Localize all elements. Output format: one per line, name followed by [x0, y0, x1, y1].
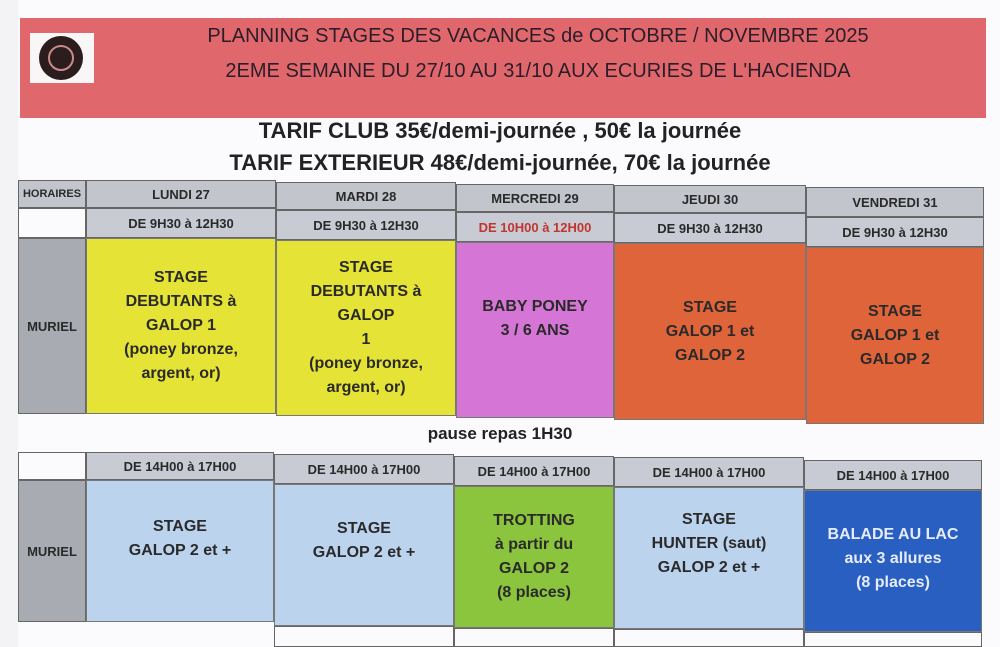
activity-friday-morning: [806, 247, 984, 424]
afternoon-time-friday: DE 14H00 à 17H00: [804, 460, 982, 490]
activity-line: (8 places): [856, 574, 930, 591]
afternoon-time-tuesday: DE 14H00 à 17H00: [274, 454, 454, 484]
activity-line: HUNTER (saut): [651, 535, 767, 552]
activity-wednesday-afternoon: [454, 486, 614, 628]
activity-line: GALOP 1 et: [850, 326, 940, 344]
day-header-monday: LUNDI 27: [86, 180, 276, 208]
afternoon-time-monday: DE 14H00 à 17H00: [86, 452, 274, 480]
activity-line: DEBUTANTS à: [125, 293, 237, 310]
activity-line: STAGE: [153, 518, 207, 535]
day-header-thursday: JEUDI 30: [614, 185, 806, 213]
activity-line: GALOP 2 et +: [657, 559, 761, 576]
tarif-exterieur: TARIF EXTERIEUR 48€/demi-journée, 70€ la journée: [229, 150, 771, 175]
horaires-header: HORAIRES: [18, 180, 86, 208]
banner-subtitle: 2EME SEMAINE DU 27/10 AU 31/10 AUX ECURIES DE L'HACIENDA: [225, 60, 851, 82]
empty-cell: [804, 632, 982, 647]
morning-time-friday: DE 9H30 à 12H30: [806, 217, 984, 247]
morning-time-thursday: DE 9H30 à 12H30: [614, 213, 806, 243]
activity-line: (8 places): [497, 584, 571, 601]
activity-line: 1: [361, 331, 371, 348]
activity-line: argent, or): [141, 365, 221, 382]
activity-tuesday-morning: [276, 240, 456, 416]
activity-line: (poney bronze,: [124, 341, 238, 358]
activity-line: 3 / 6 ANS: [500, 322, 570, 339]
activity-line: STAGE: [868, 302, 922, 320]
empty-time-cell: [18, 452, 86, 480]
club-logo: [30, 33, 94, 83]
morning-time-wednesday: DE 10H00 à 12H00: [456, 212, 614, 242]
empty-cell: [454, 628, 614, 647]
empty-time-cell: [18, 208, 86, 238]
activity-thursday-morning: [614, 243, 806, 420]
empty-cell: [614, 629, 804, 647]
activity-wednesday-morning: [456, 242, 614, 418]
activity-line: STAGE: [682, 511, 736, 528]
tarif-club: TARIF CLUB 35€/demi-journée , 50€ la journée: [258, 118, 742, 143]
day-header-friday: VENDREDI 31: [806, 187, 984, 217]
activity-thursday-afternoon: [614, 487, 804, 629]
banner-title: PLANNING STAGES DES VACANCES de OCTOBRE / NOVEMBRE 2025: [207, 25, 869, 47]
activity-line: STAGE: [337, 520, 391, 537]
afternoon-time-wednesday: DE 14H00 à 17H00: [454, 456, 614, 486]
activity-line: aux 3 allures: [844, 550, 942, 567]
day-header-wednesday: MERCREDI 29: [456, 184, 614, 212]
activity-line: GALOP 2 et +: [312, 544, 416, 561]
activity-line: DEBUTANTS à GALOP: [310, 283, 422, 324]
activity-tuesday-afternoon: [274, 484, 454, 626]
activity-monday-morning: [86, 238, 276, 414]
lunch-break: pause repas 1H30: [427, 424, 573, 443]
activity-line: STAGE: [339, 259, 393, 276]
activity-line: GALOP 2 et +: [128, 542, 232, 559]
empty-cell: [274, 626, 454, 647]
activity-line: GALOP 2: [860, 350, 930, 368]
morning-time-tuesday: DE 9H30 à 12H30: [276, 210, 456, 240]
activity-line: STAGE: [154, 269, 208, 286]
activity-line: BALADE AU LAC: [827, 526, 959, 543]
morning-time-monday: DE 9H30 à 12H30: [86, 208, 276, 238]
horse-head-logo-icon: [39, 36, 83, 80]
activity-line: argent, or): [326, 379, 406, 396]
activity-line: TROTTING: [493, 512, 575, 529]
activity-line: GALOP 2: [675, 346, 745, 364]
activity-line: GALOP 1: [146, 317, 216, 334]
instructor-label-morning: MURIEL: [18, 238, 86, 414]
day-header-tuesday: MARDI 28: [276, 182, 456, 210]
activity-line: (poney bronze,: [309, 355, 423, 372]
activity-line: GALOP 1 et: [665, 322, 755, 340]
activity-monday-afternoon: [86, 480, 274, 622]
activity-line: GALOP 2: [499, 560, 569, 577]
instructor-label-afternoon: MURIEL: [18, 480, 86, 622]
activity-line: à partir du: [494, 536, 574, 553]
activity-line: BABY PONEY: [482, 298, 588, 315]
activity-line: STAGE: [683, 298, 737, 316]
afternoon-time-thursday: DE 14H00 à 17H00: [614, 457, 804, 487]
activity-friday-afternoon: [804, 490, 982, 632]
